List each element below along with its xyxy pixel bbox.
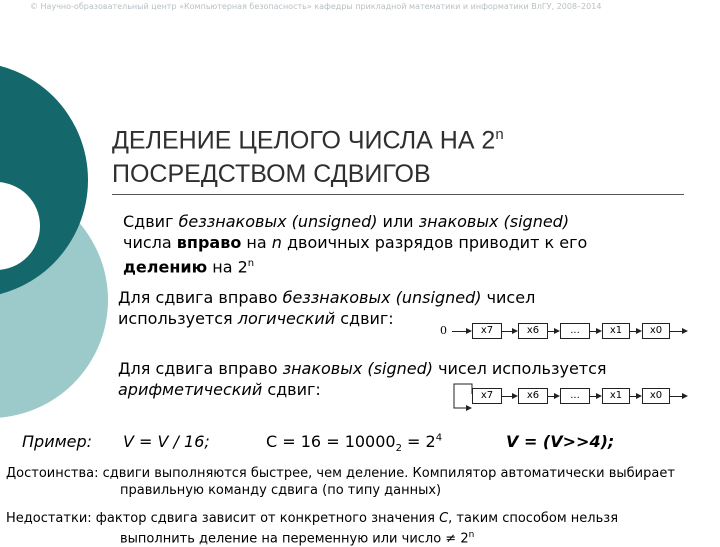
paragraph-shift-division: Сдвиг беззнаковых (unsigned) или знаковых (signed) числа вправо на n двоичных разрядов приводит к его делению на 2$^n$ (123, 212, 588, 277)
arith-box-x6: x6 (518, 388, 548, 404)
copyright-text: © Научно-образовательный центр «Компьютерная безопасность» кафедры прикладной математики и информатики ВлГУ, 2008–2014 (30, 2, 602, 11)
title-divider (112, 194, 684, 195)
paragraph-arithmetic-shift: Для сдвига вправо знаковых (signed) чисел используется арифметический сдвиг: (118, 359, 607, 399)
arith-box-x1: x1 (602, 388, 630, 404)
example-expression-division: V = V / 16; (123, 432, 210, 451)
logical-box-ellipsis: ... (560, 323, 590, 339)
paragraph-logical-shift: Для сдвига вправо беззнаковых (unsigned) чисел используется логический сдвиг: (118, 288, 536, 328)
example-label: Пример: (22, 432, 93, 451)
slide-title: ДЕЛЕНИЕ ЦЕЛОГО ЧИСЛА НА 2$^n$ ПОСРЕДСТВОМ СДВИГОВ (112, 126, 504, 189)
logical-zero: 0 (440, 324, 447, 337)
advantages-text: Достоинства: сдвиги выполняются быстрее, чем деление. Компилятор автоматически выбирает правильную команду сдвига (по типу данных) (6, 466, 675, 498)
example-expression-shift: V = (V>>4); (506, 432, 615, 451)
arith-box-x0: x0 (642, 388, 670, 404)
arith-box-ellipsis: ... (560, 388, 590, 404)
drawbacks-text: Недостатки: фактор сдвига зависит от конкретного значения С, таким способом нельзя выполнить деление на переменную или число ≠ $2^n$ (6, 511, 619, 547)
example-expression-constant: $С = 16 = 10000_2 = 2^4$ (266, 432, 443, 455)
logical-box-x0: x0 (642, 323, 670, 339)
logical-box-x7: x7 (472, 323, 502, 339)
decorative-circles (0, 0, 110, 540)
logical-box-x1: x1 (602, 323, 630, 339)
logical-box-x6: x6 (518, 323, 548, 339)
arith-box-x7: x7 (472, 388, 502, 404)
